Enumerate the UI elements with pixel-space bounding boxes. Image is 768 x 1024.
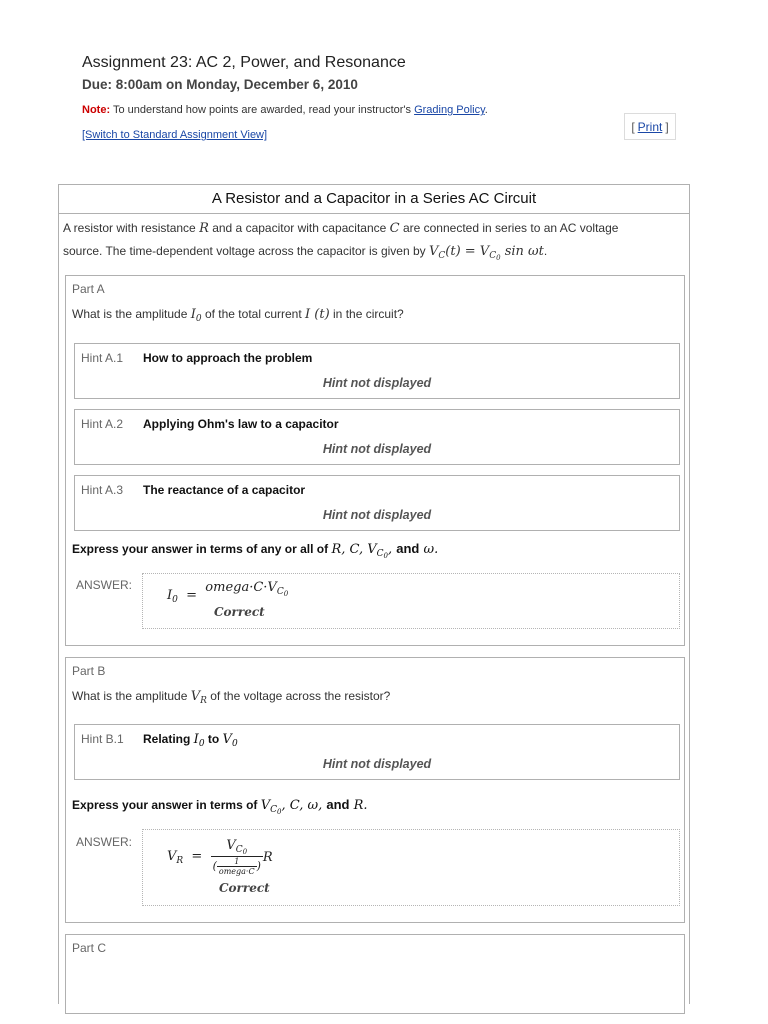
intro-text: A resistor with resistance [63,221,196,235]
part-b-instructions [72,797,368,816]
question-text: What is the amplitude [72,307,188,321]
part-b-question [72,689,390,706]
note-end: . [484,104,488,116]
note-label: Note: [82,104,111,116]
hint-status: Hint not displayed [322,757,432,771]
question-text: What is the amplitude [72,689,188,703]
answer-box-a [142,573,680,629]
part-a-question [72,307,404,324]
question-text: in the circuit? [333,307,404,321]
due-date: Due: 8:00am on Monday, December 6, 2010 [82,77,358,92]
grading-policy-link[interactable]: Grading Policy [414,104,485,116]
answer-label: ANSWER: [76,835,133,849]
answer-box-b [142,829,680,906]
express-vars: R, C, $V_{C_0}$, and ω. [331,541,439,560]
print-box [624,113,676,140]
hint-name: Relating $I_0$ to $V_0$ [143,732,238,749]
var-I0: $I_0$ [190,307,202,324]
hint-a1[interactable] [74,343,680,399]
grading-note [82,104,488,116]
var-C: C [389,221,400,236]
var-R: R [199,221,209,236]
question-text: of the total current [204,307,302,321]
part-a-label: Part A [72,282,105,296]
hint-a3[interactable] [74,475,680,531]
hint-status: Hint not displayed [322,442,432,456]
answer-label: ANSWER: [76,578,133,592]
answer-expression: $I_0$ = $omega\cdot C\cdot V_{C_0}$ [167,580,289,605]
problem-container [58,184,690,1004]
part-b [65,657,685,923]
hint-a2[interactable] [74,409,680,465]
answer-status: Correct [214,605,265,619]
print-bracket-close: ] [665,119,669,134]
voltage-equation: $V_C(t) = V_{C_0}$ sin ωt [429,244,544,262]
answer-expression: $V_R$ = $V_{C_0}$ ( $\frac{1}{\text{omega·C}}$ ) R [167,838,273,876]
switch-view-link[interactable]: [Switch to Standard Assignment View] [82,129,268,141]
hint-status: Hint not displayed [322,508,432,522]
hint-status: Hint not displayed [322,376,432,390]
intro-text: source. The time-dependent voltage across the capacitor is given by [63,244,426,258]
note-text: To understand how points are awarded, read your instructor's [110,104,415,116]
answer-status: Correct [219,881,270,895]
part-c [65,934,685,1014]
print-link[interactable]: Print [637,119,663,134]
print-bracket-open: [ [631,119,635,134]
hint-id: Hint B.1 [81,732,124,746]
part-a [65,275,685,646]
hint-id: Hint A.2 [81,417,124,431]
answer-fraction: $V_{C_0}$ ( $\frac{1}{\text{omega·C}}$ ) [212,838,261,876]
intro-text: are connected in series to an AC voltage [402,221,619,235]
intro-text: . [543,244,548,258]
hint-id: Hint A.3 [81,483,124,497]
express-vars: $V_{C_0}$, C, ω, and R. [260,797,368,816]
question-text: of the voltage across the resistor? [210,689,391,703]
hint-id: Hint A.1 [81,351,124,365]
problem-title: A Resistor and a Capacitor in a Series AC Circuit [59,185,689,214]
var-It: I (t) [305,307,330,322]
var-VR: $V_R$ [190,689,207,706]
part-a-instructions [72,541,438,560]
hint-name: Applying Ohm's law to a capacitor [143,417,339,431]
hint-b1[interactable] [74,724,680,780]
express-text: Express your answer in terms of any or all of [72,542,329,556]
express-text: Express your answer in terms of [72,798,258,812]
hint-name: The reactance of a capacitor [143,483,306,497]
hint-name: How to approach the problem [143,351,313,365]
assignment-title: Assignment 23: AC 2, Power, and Resonance [82,54,406,71]
problem-intro [63,217,685,270]
part-b-label: Part B [72,664,106,678]
intro-text: and a capacitor with capacitance [212,221,387,235]
part-c-label: Part C [72,941,107,955]
